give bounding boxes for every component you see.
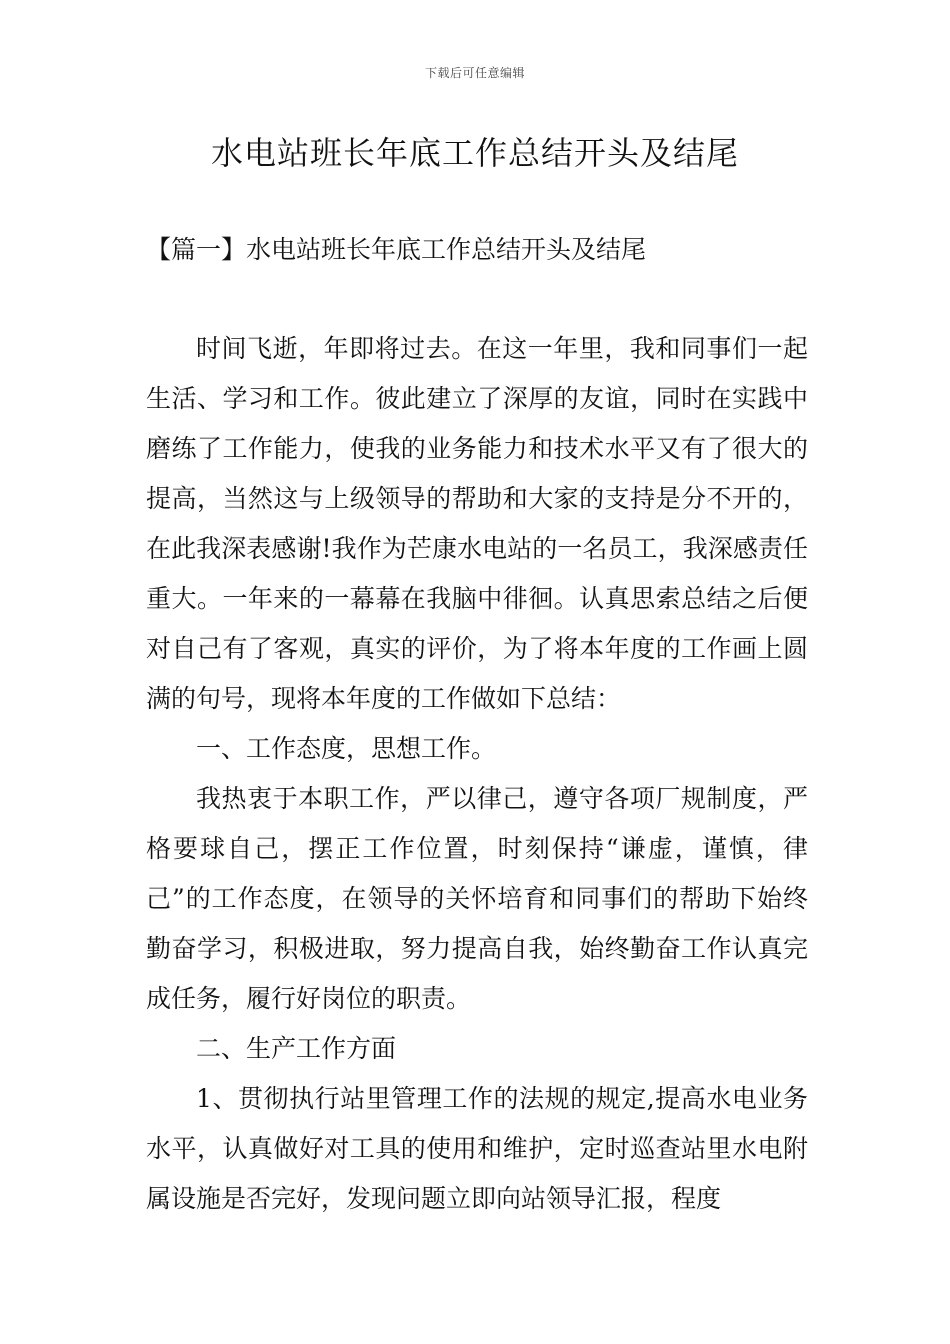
document-title: 水电站班长年底工作总结开头及结尾 <box>210 134 739 172</box>
paragraph-heading-production: 二、生产工作方面 <box>196 1034 397 1063</box>
document-body <box>146 324 808 1224</box>
paragraph-production-1: 1、贯彻执行站里管理工作的法规的规定,提高水电业务水平，认真做好对工具的使用和维护，定时巡查站里水电附属设施是否完好，发现问题立即向站领导汇报，程度 <box>146 1084 808 1213</box>
paragraph-attitude: 我热衷于本职工作，严以律己，遵守各项厂规制度，严格要球自己，摆正工作位置，时刻保持“谦虚，谨慎，律己”的工作态度，在领导的关怀培育和同事们的帮助下始终勤奋学习，积极进取，努力提高自我，始终勤奋工作认真完成任务，履行好岗位的职责。 <box>146 784 808 1013</box>
paragraph-intro: 时间飞逝，年即将过去。在这一年里，我和同事们一起生活、学习和工作。彼此建立了深厚的友谊，同时在实践中磨练了工作能力，使我的业务能力和技术水平又有了很大的提高，当然这与上级领导的帮助和大家的支持是分不开的，在此我深表感谢!我作为芒康水电站的一名员工，我深感责任重大。一年来的一幕幕在我脑中徘徊。认真思索总结之后便对自己有了客观，真实的评价，为了将本年度的工作画上圆满的句号，现将本年度的工作做如下总结： <box>146 334 808 713</box>
paragraph-heading-attitude: 一、工作态度，思想工作。 <box>196 734 497 763</box>
header-note: 下载后可任意编辑 <box>424 66 525 80</box>
section-heading: 【篇一】水电站班长年底工作总结开头及结尾 <box>146 235 647 264</box>
